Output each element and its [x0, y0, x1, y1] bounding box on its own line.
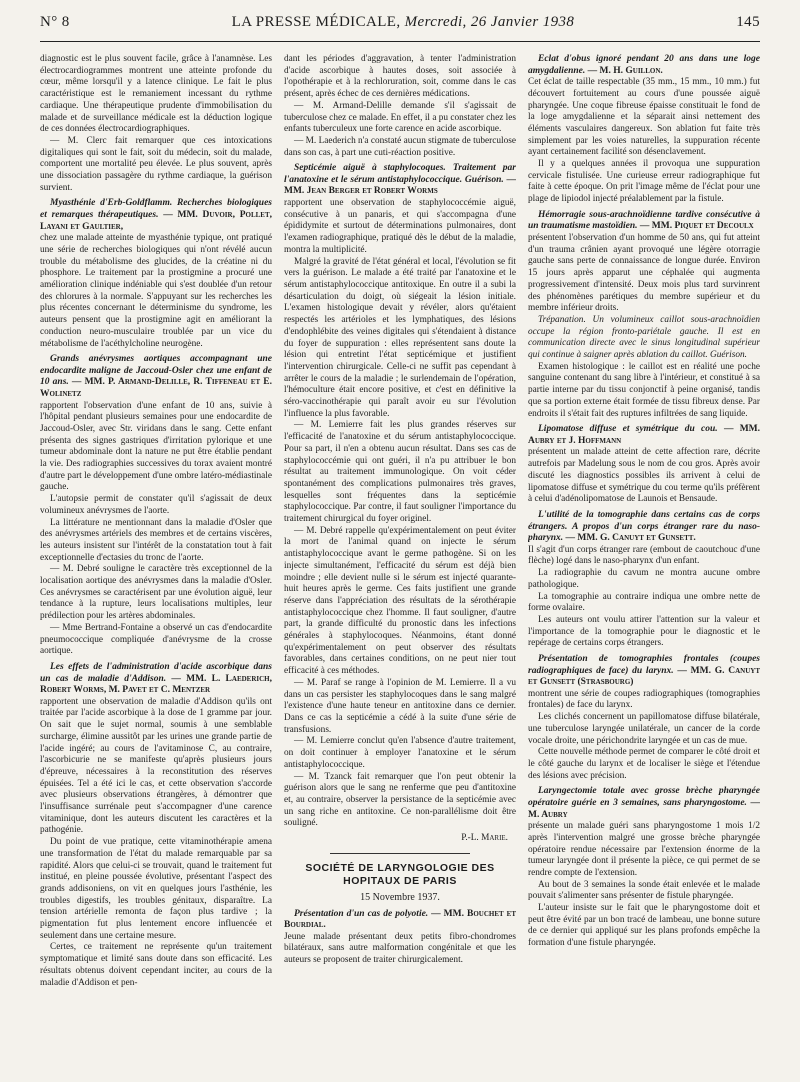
- paragraph: Au bout de 3 semaines la sonde était enlevée et le malade pouvait s'alimenter sans présenter de fistule pharyngée.: [528, 879, 760, 902]
- issue-date: Mercredi, 26 Janvier 1938: [404, 14, 575, 30]
- paragraph: La littérature ne mentionnant dans la maladie d'Osler que des anévrysmes artériels des membres et de certains viscères, les auteurs insistent sur l'intérêt de la constatation tout à fait exceptionnelle d'ectasies du tronc de l'aorte.: [40, 517, 272, 563]
- article-heading: [528, 510, 760, 545]
- article-title: Lipomatose diffuse et symétrique du cou.: [538, 424, 718, 435]
- article-title: Myasthénie d'Erb-Goldflamm. Recherches biologiques et remarques thérapeutiques.: [40, 198, 272, 221]
- column-2: [284, 54, 516, 1064]
- paragraph: — M. Clerc fait remarquer que ces intoxications digitaliques qui sont le fait, soit du médecin, soit du malade, comportent une mortalité peu élevée. Le plus souvent, après une dissociation passagère du rythme cardiaque, la guérison survient.: [40, 135, 272, 193]
- journal-title-line: [232, 14, 575, 31]
- article-heading: [528, 54, 760, 77]
- paragraph: — M. Armand-Delille demande s'il s'agissait de tuberculose chez ce malade. En effet, il a pu constater chez les enfants tuberculeux une forte carence en acide ascorbique.: [284, 100, 516, 135]
- paragraph: Du point de vue pratique, cette vitaminothérapie amena une transformation de l'état du malade remarquable par sa rapidité. Alors que celui-ci se trouvait, quand le traitement fut institué, en pleine poussée évolutive, présentant l'aspect des grands addisoniens, on vit en quelques jours l'asthénie, les troubles digestifs, les troubles génitaux, disparaître. La tension artérielle remonta de façon plus tardive ; la pigmentation fut plus lentement encore influencée et seulement dans une certaine mesure.: [40, 837, 272, 941]
- article-heading: [528, 654, 760, 689]
- article-authors: — MM. Aubry et J. Hoffmann: [528, 424, 760, 446]
- article-title: L'utilité de la tomographie dans certains cas de corps étrangers. A propos d'un corps étranger rare du naso-pharynx.: [528, 509, 760, 544]
- column-3: [528, 54, 760, 1064]
- article-title: Eclat d'obus ignoré pendant 20 ans dans une loge amygdalienne.: [528, 54, 760, 76]
- paragraph: Cet éclat de taille respectable (35 mm., 15 mm., 10 mm.) fut découvert fortuitement au cours d'une poussée aiguë pharyngée. Une coque fibreuse épaisse constituait le fond de la loge amygdalienne et la séparait ainsi nettement des éléments vasculaires dangereux. Son ablation fut faite très simplement par les voies naturelles, la suppuration récente ayant certainement facilité son désenclavement.: [528, 77, 760, 158]
- article-title: Hémorragie sous-arachnoïdienne tardive consécutive à un traumatisme mastoïdien.: [528, 209, 760, 232]
- paragraph: L'autopsie permit de constater qu'il s'agissait de deux volumineux anévrysmes de l'aorte.: [40, 494, 272, 516]
- article-authors: — MM. L. Laederich, Robert Worms, M. Pavet et C. Mentzer: [40, 673, 272, 696]
- paragraph: — M. Paraf se range à l'opinion de M. Lemierre. Il a vu dans un cas persister les staphylocoques dans le sang malgré l'existence d'une haute teneur en antitoxine dans ce dernier. Dans ce cas la septicémie a cédé à la suite d'une série de transfusions.: [284, 677, 516, 735]
- section-divider: [330, 853, 469, 854]
- paragraph: présente un malade guéri sans pharyngostome 1 mois 1/2 après l'intervention malgré une grosse brèche pharyngée opératoire rendue nécessaire par l'extension énorme de la tumeur laryngée dont il présente la pièce, ce qui permet de se rendre compte de l'extension.: [528, 821, 760, 878]
- paragraph: La tomographie au contraire indiqua une ombre nette de forme ovalaire.: [528, 591, 760, 614]
- article-authors: — MM. P. Armand-Delille, R. Tiffeneau et E. Wolinetz: [40, 377, 272, 399]
- article-title: Septicémie aiguë à staphylocoques. Traitement par l'anatoxine et le sérum antistaphylococcique. Guérison.: [284, 163, 516, 185]
- article-authors: — MM. Duvoir, Pollet, Layani et Gaultier,: [40, 210, 272, 232]
- paragraph: Jeune malade présentant deux petits fibro-chondromes bilatéraux, sans autre malformation congénitale et que les auteurs se proposent de traiter chirurgicalement.: [284, 931, 516, 966]
- article-title: Grands anévrysmes aortiques accompagnant une endocardite maligne de Jaccoud-Osler chez une enfant de 10 ans.: [40, 354, 272, 388]
- paragraph: Examen histologique : le caillot est en réalité une poche sanguine contenant du sang libre à l'intérieur, et constitué à sa partie interne par du tissu conjonctif à peine organisé, tandis que sa portion externe était formée de tissu fibreux dense. Par endroits il s'était fait des ruptures infiltrées de sang liquide.: [528, 361, 760, 419]
- paragraph: Les clichés concernent un papillomatose diffuse bilatérale, une tuberculose laryngée unilatérale, un cancer de la corde vocale droite, une périchondrite laryngée et un cas de mue.: [528, 712, 760, 746]
- paragraph: — M. Debré rappelle qu'expérimentalement on peut éviter la mort de l'animal quand on injecte le sérum antistaphylococcique avant le germe pathogène. Si on les injecte simultanément, l'efficacité du sérum est déjà bien moindre ; elle devient nulle si le sérum est injecté quarante-huit heures après le germe. Ces faits justifient une grande réserve dans l'appréciation des résultats de la sérothérapie antistaphylococcique chez l'homme. Il faut souligner, d'autre part, la grande difficulté du pronostic dans les infections générales à staphylocoques. Néanmoins, étant donné qu'expérimentalement on peut observer des résultats favorables, dans certaines conditions, on ne peut nier tout efficacité à ces méthodes.: [284, 525, 516, 677]
- article-authors: — MM. Jean Berger et Robert Worms: [284, 174, 516, 197]
- page-header: [40, 14, 760, 42]
- paragraph: Il y a quelques années il provoqua une suppuration cervicale fistulisée. Une curieuse erreur radiographique fut faite à cette époque. On prit l'image même de l'éclat pour une plage de lipiodol injecté préalablement par la fistule.: [528, 159, 760, 205]
- article-heading: [284, 909, 516, 932]
- paragraph: dant les périodes d'aggravation, à tenter l'administration d'acide ascorbique à hautes doses, soit associée à l'opothérapie et à la rechloruration, soit, comme dans le cas présent, après échec de ces dernières médications.: [284, 54, 516, 100]
- article-title: Les effets de l'administration d'acide ascorbique dans un cas de maladie d'Addison.: [40, 661, 272, 684]
- article-heading: [528, 424, 760, 447]
- paragraph: présentent un malade atteint de cette affection rare, décrite autrefois par Madelung sous le nom de cou gros. Après avoir discuté les diagnostics possibles ils arrivent à celui de lipomatose diffuse et symétrique du cou terme qu'ils préfèrent à celui d'adénolipomatose de Launois et Bensaude.: [528, 447, 760, 505]
- signature: P.-L. Marie.: [461, 833, 508, 844]
- paragraph: montrent une série de coupes radiographiques (tomographies frontales) de face du larynx.: [528, 688, 760, 711]
- paragraph: Il s'agit d'un corps étranger rare (embout de caoutchouc d'une flèche) logé dans le naso-pharynx d'un enfant.: [528, 544, 760, 567]
- paragraph: — M. Debré souligne le caractère très exceptionnel de la localisation aortique des anévrysmes dans la maladie d'Osler. Ces anévrysmes se caractérisent par une évolution aiguë, leur tendance à la rupture, leurs localisations multiples, leur prédilection pour les artères abdominales.: [40, 564, 272, 622]
- page-number: 145: [736, 14, 760, 30]
- article-columns: [40, 54, 760, 1064]
- paragraph: rapportent une observation de staphylococcémie aiguë, consécutive à un panaris, et qui s'accompagna d'une épididymite et surtout de déterminations pulmonaires, dont l'examen radiographique, pratiqué dès le début de la maladie, montra la multiplicité.: [284, 198, 516, 255]
- paragraph: Cette nouvelle méthode permet de comparer le côté droit et le côté gauche du larynx et de localiser le siège et l'étendue des lésions avec précision.: [528, 747, 760, 781]
- paragraph: rapportent une observation de maladie d'Addison qu'ils ont traitée par l'acide ascorbique à la dose de 1 gramme par jour. On sait que le sujet normal, soumis à une semblable surcharge, élimine aussitôt par les urines une grande partie de l'acide ingéré; au cours de l'avitaminose C, au contraire, l'ascorbicurie ne se manifeste qu'après plusieurs jours d'épreuve, nécessaires à la reconstitution des réserves épuisées. Tel a été ici le cas, et cette observation s'accorde avec plusieurs observations étrangères, à démontrer que l'insuffisance surrénale peut s'accompagner d'une carence vitaminique, dont les auteurs discutent les caractères et la pathogénie.: [40, 696, 272, 836]
- paragraph: rapportent l'observation d'une enfant de 10 ans, suivie à l'hôpital pendant plusieurs semaines pour une endocardite de Jaccoud-Osler, avec Str. viridans dans le sang. Cette enfant présenta des signes gastriques d'irritation pylorique et une tumeur abdominale dont la nature ne put être établie pendant la vie. Des radiographies successives du torax avaient montré d'autre part le développement d'une ombre latéro-médiastinale gauche.: [40, 400, 272, 493]
- issue-number: N° 8: [40, 14, 70, 30]
- journal-title: LA PRESSE MÉDICALE,: [231, 14, 401, 30]
- article-authors: — MM. Piquet et Decoulx: [639, 221, 754, 232]
- paragraph: Les auteurs ont voulu attirer l'attention sur la valeur et l'importance de la tomographie pour le diagnostic et le repérage de certains corps étrangers.: [528, 614, 760, 649]
- article-authors: — MM. G. Canuyt et Gunsett.: [565, 533, 696, 544]
- paragraph: — Mme Bertrand-Fontaine a observé un cas d'endocardite pneumococcique compliquée d'anévrysme de la crosse aortique.: [40, 622, 272, 657]
- article-title: Présentation de tomographies frontales (coupes radiographiques de face) du larynx.: [528, 654, 760, 676]
- article-authors: — M. H. Guillon.: [587, 65, 663, 76]
- article-heading: [40, 354, 272, 400]
- article-heading: [40, 198, 272, 233]
- article-authors: — M. Aubry: [528, 797, 760, 820]
- session-date: 15 Novembre 1937.: [360, 892, 440, 904]
- article-heading: [528, 210, 760, 233]
- paragraph: La radiographie du cavum ne montra aucune ombre pathologique.: [528, 568, 760, 590]
- article-heading: [40, 662, 272, 697]
- society-heading: SOCIÉTÉ DE LARYNGOLOGIE DES HOPITAUX DE PARIS: [305, 861, 495, 888]
- column-1: [40, 54, 272, 1064]
- paragraph: — M. Lemierre fait les plus grandes réserves sur l'efficacité de l'anatoxine et du sérum antistaphylococcique. Pour sa part, il n'en a obtenu aucun résultat. Dans ses cas de staphylococcémie qui ont guéri, il n'a pu attribuer le bon résultat au traitement immunologique. On voit céder spontanément des complications pulmonaires très graves, lesquelles sont fréquentes dans la septicémie staphylococcique. Par contre, il faut souligner l'importance du traitement chirurgical du foyer originel.: [284, 420, 516, 525]
- paragraph: Certes, ce traitement ne représente qu'un traitement symptomatique et limité sans doute dans son efficacité. Les résultats obtenus doivent cependant inciter, au cours de la maladie d'Addison et pen-: [40, 942, 272, 988]
- article-authors: — MM. Bouchet et Bourdial.: [284, 908, 516, 931]
- paragraph: chez une malade atteinte de myasthénie typique, ont pratiqué une série de recherches biologiques qui n'ont révélé aucun trouble du métabolisme des glucides, de la créatine ni du phosphore. Le traitement par la prostigmine a procuré une amélioration clinique indéniable qui s'est doublée d'un retour des chlorures à la normale. S'appuyant sur les recherches les plus récentes concernant le déterminisme du syndrome, les auteurs pensent que la prostigmine agit en améliorant la conduction neuro-musculaire troublée par un vice du métabolisme de l'acéthylcholine neurogène.: [40, 233, 272, 349]
- paragraph: présentent l'observation d'un homme de 50 ans, qui fut atteint d'un trauma crânien ayant provoqué une légère otorragie gauche sans perte de connaissance de longue durée. Environ 15 jours après apparut une céphalée qui augmenta progressivement d'intensité. Deux mois plus tard survinrent des phénomènes parétiques du membre supérieur et du membre inférieur droits.: [528, 233, 760, 314]
- paragraph: diagnostic est le plus souvent facile, grâce à l'anamnèse. Les électrocardiogrammes montrent une atteinte profonde du cœur, même lorsqu'il y a latence clinique. Le fait le plus caractéristique est le remaniement incessant du rythme cardiaque. Une thérapeutique prudente d'immobilisation du malade et de surveillance médicale est la déduction logique de ces données électrocardiographiques.: [40, 54, 272, 135]
- paragraph: Trépanation. Un volumineux caillot sous-arachnoïdien occupe la région fronto-pariétale gauche. Il est en communication directe avec le sinus longitudinal supérieur qui continue à saigner après ablation du caillot. Guérison.: [528, 314, 760, 361]
- paragraph: — M. Tzanck fait remarquer que l'on peut obtenir la guérison alors que le sang ne renferme que peu d'antitoxine et, au contraire, observer la persistance de la septicémie avec un sang riche en antitoxine. Ce non-parallélisme doit être souligné.: [284, 771, 516, 829]
- paragraph: — M. Lemierre conclut qu'en l'absence d'autre traitement, on doit continuer à employer l'anatoxine et le sérum antistaphylococcique.: [284, 736, 516, 770]
- article-heading: [528, 786, 760, 821]
- article-authors: — MM. G. Canuyt et Gunsett (Strasbourg): [528, 665, 760, 688]
- article-heading: [284, 163, 516, 198]
- article-title: Présentation d'un cas de polyotie.: [294, 908, 429, 919]
- paragraph: — M. Laederich n'a constaté aucun stigmate de tuberculose dans son cas, à part une cuti-réaction positive.: [284, 135, 516, 158]
- article-title: Laryngectomie totale avec grosse brèche pharyngée opératoire guérie en 3 semaines, sans pharyngostome.: [528, 786, 760, 808]
- paragraph: L'auteur insiste sur le fait que le pharyngostome doit et peut être évité par un bon tracé de lambeau, une bonne suture de ce dernier qui appliqué sur les plans profonds empêche la formation d'une fistule pharyngée.: [528, 903, 760, 949]
- paragraph: Malgré la gravité de l'état général et local, l'évolution se fit vers la guérison. Le malade a été traité par l'anatoxine et le sérum antistaphylococcique antitoxique. En outre il a subi la désarticulation du doigt, où siégeait la lésion initiale. L'examen histologique devait y révéler, alors qu'étaient respectés les artérioles et les lymphatiques, des lésions d'endophlébite des veines digitales qui s'étendaient à distance du foyer de suppuration : elles représentent sans doute la lésion qui entretint l'état septicémique et justifient l'intervention chirurgicale. Celle-ci ne suffit pas cependant à arrêter le cours de la maladie ; le surlendemain de l'opération, l'hémoculture était encore positive, et c'est en définitive la séro-vaccinothérapie qui paraît avoir eu sur l'évolution l'influence la plus favorable.: [284, 256, 516, 419]
